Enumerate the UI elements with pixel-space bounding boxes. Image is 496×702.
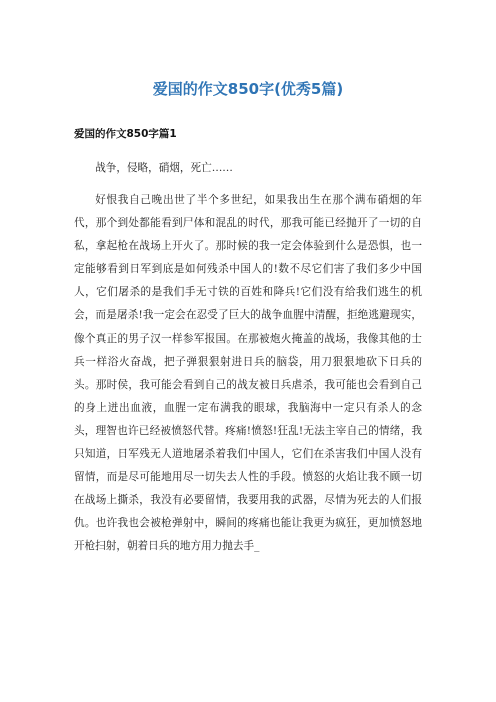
paragraph-body: 好恨我自己晚出世了半个多世纪，如果我出生在那个满布硝烟的年代，那个到处都能看到尸体和混乱的时代，那我可能已经抛开了一切的自私，拿起枪在战场上开火了。那时候的我一定会体验到什么是恐惧，也一定能够看到日军到底是如何残杀中国人的!数不尽它们害了我们多少中国人，它们屠杀的是我们手无寸铁的百姓和降兵!它们没有给我们逃生的机会，而是屠杀!我一定会在忍受了巨大的战争血腥中清醒，拒绝逃避现实，像个真正的男子汉一样参军报国。在那被炮火掩盖的战场，我像其他的士兵一样浴火奋战，把子弹狠狠射进日兵的脑袋，用刀狠狠地砍下日兵的头。那时侯，我可能会看到自己的战友被日兵虐杀，我可能也会看到自己的身上迸出血液，血腥一定布满我的眼球，我脑海中一定只有杀人的念头，理智也许已经被愤怒代替。疼痛!愤怒!狂乱!无法主宰自己的情绪，我只知道，日军残无人道地屠杀着我们中国人，它们在杀害我们中国人没有留情，而是尽可能地用尽一切失去人性的手段。愤怒的火焰让我不顾一切在战场上撕杀，我没有必要留情，我要用我的武器，尽情为死去的人们报仇。也许我也会被枪弹射中，瞬间的疼痛也能让我更为疯狂，更加愤怒地开枪扫射，朝着日兵的地方用力抛去手_ (74, 194, 422, 553)
document-title: 爱国的作文850字(优秀5篇) (152, 80, 344, 98)
section-heading: 爱国的作文850字篇1 (74, 128, 177, 140)
paragraph-intro: 战争，侵略，硝烟，死亡…… (95, 162, 233, 174)
